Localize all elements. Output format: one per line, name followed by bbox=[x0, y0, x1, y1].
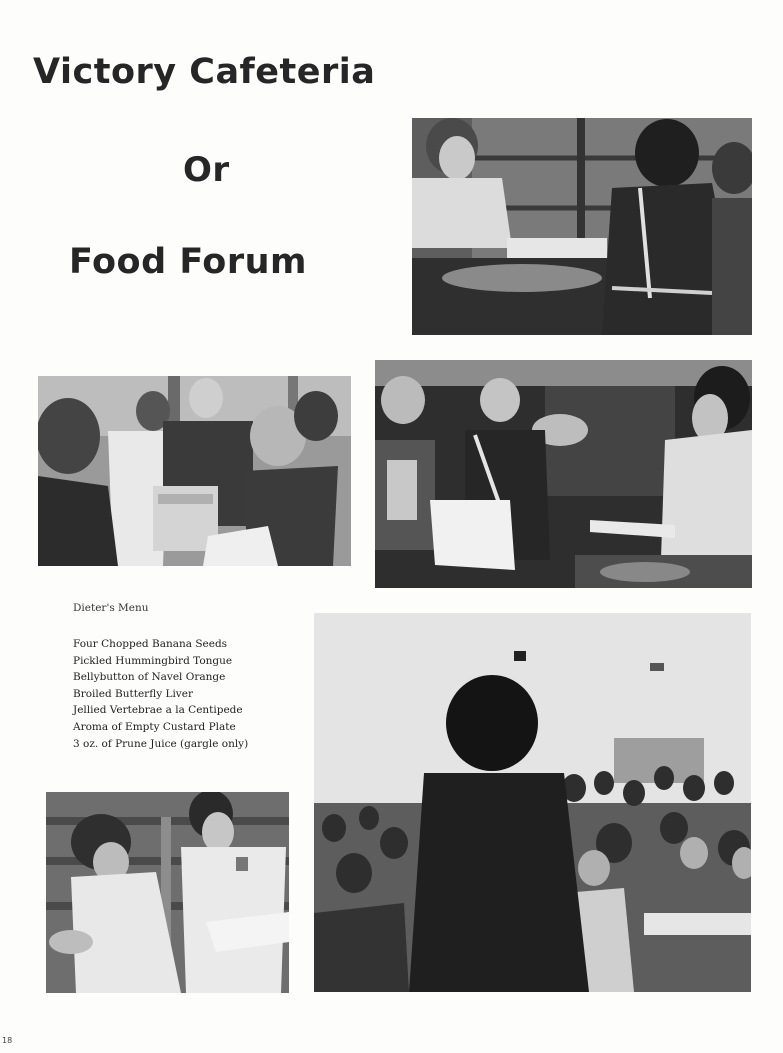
menu-list bbox=[73, 636, 303, 752]
photo-counter-students bbox=[375, 360, 752, 588]
page-number: 18 bbox=[2, 1036, 13, 1045]
photo-serving-line bbox=[412, 118, 752, 335]
page-title: Victory Cafeteria bbox=[33, 52, 376, 92]
menu-item: Four Chopped Banana Seeds bbox=[73, 638, 228, 650]
dieters-menu bbox=[73, 602, 303, 752]
menu-item: Aroma of Empty Custard Plate bbox=[73, 720, 236, 733]
menu-title: Dieter's Menu bbox=[73, 602, 149, 614]
title-connector: Or bbox=[183, 150, 230, 190]
menu-item: 3 oz. of Prune Juice (gargle only) bbox=[73, 737, 249, 750]
photo-cashier-line bbox=[38, 376, 351, 566]
page-subtitle: Food Forum bbox=[69, 242, 308, 282]
menu-item: Pickled Hummingbird Tongue bbox=[73, 654, 233, 667]
menu-item: Broiled Butterfly Liver bbox=[73, 687, 193, 700]
menu-item: Jellied Vertebrae a la Centipede bbox=[73, 704, 243, 717]
menu-item: Bellybutton of Navel Orange bbox=[73, 671, 226, 684]
photo-cafeteria-staff bbox=[46, 792, 289, 993]
photo-cafeteria-crowd bbox=[314, 613, 751, 992]
